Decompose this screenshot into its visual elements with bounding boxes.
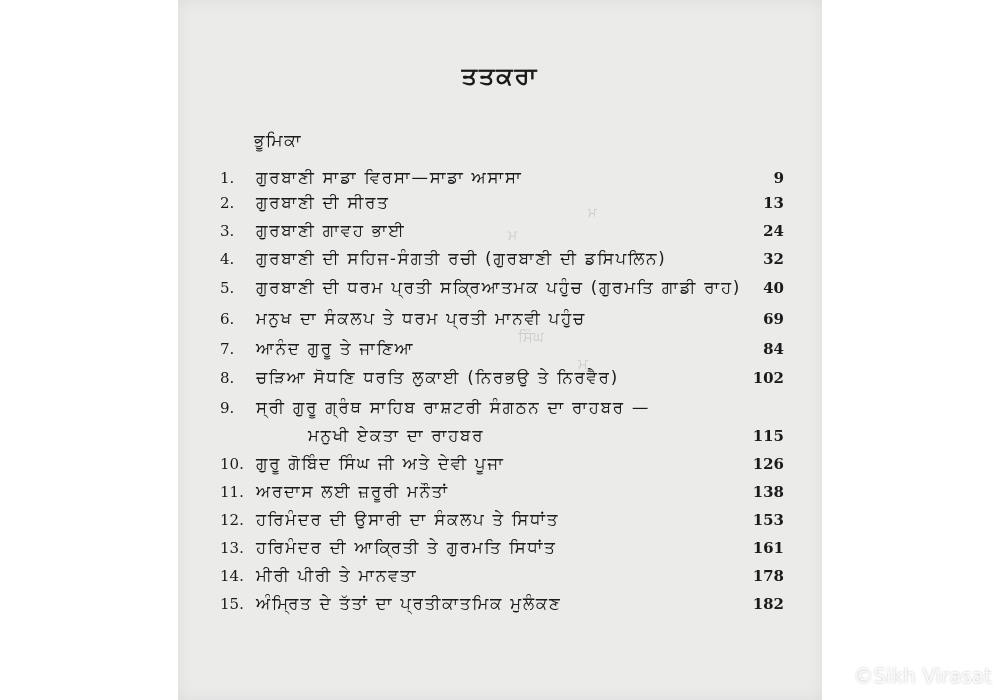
toc-intro-label: ਭੂਮਿਕਾ [254, 131, 303, 151]
toc-entry [178, 366, 822, 390]
toc-entry [178, 564, 822, 588]
toc-entry [178, 307, 822, 331]
toc-entry-page-number: 102 [752, 369, 784, 387]
toc-entry-page-number: 161 [752, 539, 784, 557]
toc-entry [178, 396, 822, 420]
toc-entry-title: ਹਰਿਮੰਦਰ ਦੀ ਆਕ੍ਰਿਤੀ ਤੇ ਗੁਰਮਤਿ ਸਿਧਾਂਤ [256, 538, 557, 557]
toc-entry-number: 4. [220, 250, 235, 268]
toc-entry-number: 15. [220, 595, 244, 613]
show-through-mark: ਮ [588, 206, 597, 221]
toc-entry-number: 9. [220, 399, 235, 417]
toc-entry-title: ਅੰਮ੍ਰਿਤ ਦੇ ਤੱਤਾਂ ਦਾ ਪ੍ਰਤੀਕਾਤਮਿਕ ਮੁਲੰਕਣ [256, 594, 562, 613]
toc-entry-number: 1. [220, 169, 235, 187]
toc-entry-title: ਮਨੁਖ ਦਾ ਸੰਕਲਪ ਤੇ ਧਰਮ ਪ੍ਰਤੀ ਮਾਨਵੀ ਪਹੁੰਚ [256, 309, 586, 328]
show-through-mark: ਮ [508, 228, 518, 244]
toc-entry-page-number: 182 [752, 595, 784, 613]
toc-entry-number: 10. [220, 455, 244, 473]
toc-entry-page-number: 32 [763, 250, 784, 268]
toc-entry-page-number: 138 [752, 483, 784, 501]
book-page [178, 0, 822, 700]
toc-entry [178, 592, 822, 616]
toc-entry-title: ਗੁਰਬਾਣੀ ਦੀ ਧਰਮ ਪ੍ਰਤੀ ਸਕ੍ਰਿਆਤਮਕ ਪਹੁੰਚ (ਗੁਰਮਤਿ ਗਾਡੀ ਰਾਹ) [256, 278, 742, 297]
toc-entry [178, 337, 822, 361]
toc-entry-number: 11. [220, 483, 244, 501]
toc-entry-page-number: 40 [763, 279, 784, 297]
toc-entry-number: 7. [220, 340, 235, 358]
toc-entry-title: ਗੁਰਬਾਣੀ ਦੀ ਸੀਰਤ [256, 193, 390, 212]
toc-entry-page-number: 13 [763, 194, 784, 212]
toc-entry-title-continuation: ਮਨੁਖੀ ਏਕਤਾ ਦਾ ਰਾਹਬਰ [308, 426, 485, 445]
toc-entry [178, 276, 822, 300]
toc-entry-title: ਗੁਰਬਾਣੀ ਗਾਵਹ ਭਾਈ [256, 221, 406, 240]
toc-entry [178, 452, 822, 476]
toc-entry [178, 536, 822, 560]
toc-entry-number: 13. [220, 539, 244, 557]
toc-entry [178, 166, 822, 190]
show-through-mark: ਸਿੰਘ [518, 328, 544, 346]
toc-entry-title: ਅਰਦਾਸ ਲਈ ਜ਼ਰੂਰੀ ਮਨੌਤਾਂ [256, 482, 449, 501]
toc-entry [178, 219, 822, 243]
toc-entry-page-number: 24 [763, 222, 784, 240]
toc-entry-number: 6. [220, 310, 235, 328]
copyright-watermark: ©Sikh Virasat [853, 664, 992, 688]
toc-entry-number: 3. [220, 222, 235, 240]
toc-entry-page-number: 69 [763, 310, 784, 328]
toc-entry-page-number: 178 [752, 567, 784, 585]
toc-entry-title: ਗੁਰੂ ਗੋਬਿੰਦ ਸਿੰਘ ਜੀ ਅਤੇ ਦੇਵੀ ਪੂਜਾ [256, 454, 505, 473]
toc-entry-title: ਆਨੰਦ ਗੁਰੂ ਤੇ ਜਾਣਿਆ [256, 339, 415, 358]
page-title: ਤਤਕਰਾ [461, 62, 539, 90]
toc-entry-page-number: 115 [752, 427, 784, 445]
toc-entry-title: ਗੁਰਬਾਣੀ ਸਾਡਾ ਵਿਰਸਾ—ਸਾਡਾ ਅਸਾਸਾ [256, 168, 523, 187]
show-through-mark: ਮ [578, 355, 588, 373]
toc-entry-page-number: 9 [773, 169, 784, 187]
toc-entry-page-number: 126 [752, 455, 784, 473]
toc-entry-number: 5. [220, 279, 235, 297]
toc-entry-number: 8. [220, 369, 235, 387]
toc-entry-page-number: 153 [752, 511, 784, 529]
toc-entry-title: ਗੁਰਬਾਣੀ ਦੀ ਸਹਿਜ-ਸੰਗਤੀ ਰਚੀ (ਗੁਰਬਾਣੀ ਦੀ ਡਸਿਪਲਿਨ) [256, 249, 667, 268]
toc-entry [178, 508, 822, 532]
table-of-contents [178, 0, 822, 700]
toc-entry-number: 2. [220, 194, 235, 212]
toc-entry-title: ਹਰਿਮੰਦਰ ਦੀ ਉਸਾਰੀ ਦਾ ਸੰਕਲਪ ਤੇ ਸਿਧਾਂਤ [256, 510, 560, 529]
toc-entry-number: 14. [220, 567, 244, 585]
toc-entry-continuation [178, 424, 822, 448]
toc-entry [178, 191, 822, 215]
toc-entry [178, 247, 822, 271]
toc-entry-title: ਮੀਰੀ ਪੀਰੀ ਤੇ ਮਾਨਵਤਾ [256, 566, 418, 585]
toc-entry-title: ਚੜਿਆ ਸੋਧਣਿ ਧਰਤਿ ਲੁਕਾਈ (ਨਿਰਭਉ ਤੇ ਨਿਰਵੈਰ) [256, 368, 619, 387]
toc-entry-page-number: 84 [763, 340, 784, 358]
toc-entry [178, 480, 822, 504]
toc-entry-number: 12. [220, 511, 244, 529]
toc-entry-title: ਸ੍ਰੀ ਗੁਰੂ ਗ੍ਰੰਥ ਸਾਹਿਬ ਰਾਸ਼ਟਰੀ ਸੰਗਠਨ ਦਾ ਰਾਹਬਰ — [256, 398, 651, 417]
